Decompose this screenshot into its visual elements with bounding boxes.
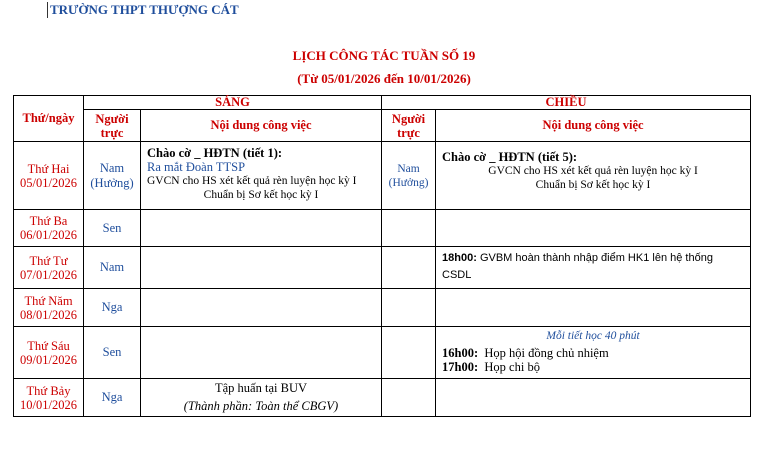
- day-name: Thứ Hai: [27, 161, 70, 176]
- table-row: [14, 289, 751, 327]
- pm-person-header: Người trực: [382, 110, 436, 142]
- pm-line: GVBM hoàn thành nhập điểm HK1 lên hệ thống CSDL: [442, 252, 713, 281]
- pm-person: [382, 289, 436, 327]
- day-cell: [14, 289, 84, 327]
- day-cell: [14, 327, 84, 379]
- pm-content: [436, 247, 751, 289]
- school-name: TRƯỜNG THPT THƯỢNG CÁT: [47, 2, 239, 18]
- am-line: Tập huấn tại BUV: [215, 380, 307, 395]
- day-date: 10/01/2026: [20, 397, 77, 412]
- am-content: [141, 379, 382, 417]
- afternoon-header: CHIỀU: [382, 96, 751, 110]
- day-name: Thứ Bảy: [26, 383, 71, 398]
- pm-note: Mỗi tiết học 40 phút: [546, 330, 640, 342]
- day-name: Thứ Năm: [24, 293, 73, 308]
- table-row: [14, 210, 751, 247]
- pm-line: [442, 360, 744, 374]
- pm-person: [382, 327, 436, 379]
- day-date: 07/01/2026: [20, 267, 77, 282]
- am-content: [141, 327, 382, 379]
- pm-time: 16h00:: [442, 346, 479, 360]
- day-name: Thứ Ba: [29, 214, 68, 228]
- am-person: Nam: [84, 247, 141, 289]
- am-person: Sen: [84, 327, 141, 379]
- pm-text: Họp chi bộ: [484, 360, 540, 374]
- table-row: [14, 142, 751, 210]
- am-content: [141, 142, 382, 210]
- am-person: Nga: [84, 379, 141, 417]
- day-column-header: Thứ/ngày: [14, 96, 84, 142]
- am-line: (Thành phần: Toàn thể CBGV): [183, 398, 339, 413]
- pm-time: 18h00:: [442, 252, 477, 264]
- pm-time: 17h00:: [442, 360, 479, 374]
- pm-content: [436, 379, 751, 417]
- pm-content: [436, 210, 751, 247]
- table-row: [14, 379, 751, 417]
- pm-line: Chào cờ _ HĐTN (tiết 5):: [442, 150, 578, 164]
- day-cell: [14, 210, 84, 247]
- am-content-header: Nội dung công việc: [141, 110, 382, 142]
- pm-content: [436, 142, 751, 210]
- day-date: 08/01/2026: [20, 307, 77, 322]
- pm-line: GVCN cho HS xét kết quả rèn luyện học kỳ I: [488, 165, 698, 177]
- am-person: Nam (Hưởng): [84, 142, 141, 210]
- am-content: [141, 210, 382, 247]
- day-date: 06/01/2026: [20, 228, 77, 242]
- day-cell: [14, 247, 84, 289]
- am-line: Chào cờ _ HĐTN (tiết 1):: [147, 146, 283, 160]
- day-cell: [14, 379, 84, 417]
- pm-person: [382, 379, 436, 417]
- pm-content: [436, 289, 751, 327]
- am-person: Sen: [84, 210, 141, 247]
- am-line: GVCN cho HS xét kết quả rèn luyện học kỳ I: [147, 175, 357, 187]
- am-content: [141, 247, 382, 289]
- am-person: Nga: [84, 289, 141, 327]
- pm-text: Họp hội đồng chủ nhiệm: [484, 346, 609, 360]
- day-cell: [14, 142, 84, 210]
- am-person-header: Người trực: [84, 110, 141, 142]
- pm-content: [436, 327, 751, 379]
- pm-line: [442, 346, 744, 360]
- day-date: 05/01/2026: [20, 175, 77, 190]
- am-content: [141, 289, 382, 327]
- pm-person: [382, 210, 436, 247]
- page-title: LỊCH CÔNG TÁC TUẦN SỐ 19: [292, 48, 476, 63]
- day-name: Thứ Tư: [29, 253, 68, 268]
- table-row: [14, 247, 751, 289]
- pm-line: Chuẩn bị Sơ kết học kỳ I: [535, 179, 651, 191]
- pm-content-header: Nội dung công việc: [436, 110, 751, 142]
- schedule-table: [13, 95, 751, 417]
- pm-person: Nam (Hưởng): [382, 142, 436, 210]
- morning-header: SÁNG: [84, 96, 382, 110]
- table-row: [14, 327, 751, 379]
- day-date: 09/01/2026: [20, 352, 77, 367]
- am-line: Ra mắt Đoàn TTSP: [147, 160, 246, 174]
- am-line: Chuẩn bị Sơ kết học kỳ I: [203, 189, 319, 201]
- page-subtitle: (Từ 05/01/2026 đến 10/01/2026): [297, 71, 471, 86]
- day-name: Thứ Sáu: [27, 338, 70, 353]
- pm-person: [382, 247, 436, 289]
